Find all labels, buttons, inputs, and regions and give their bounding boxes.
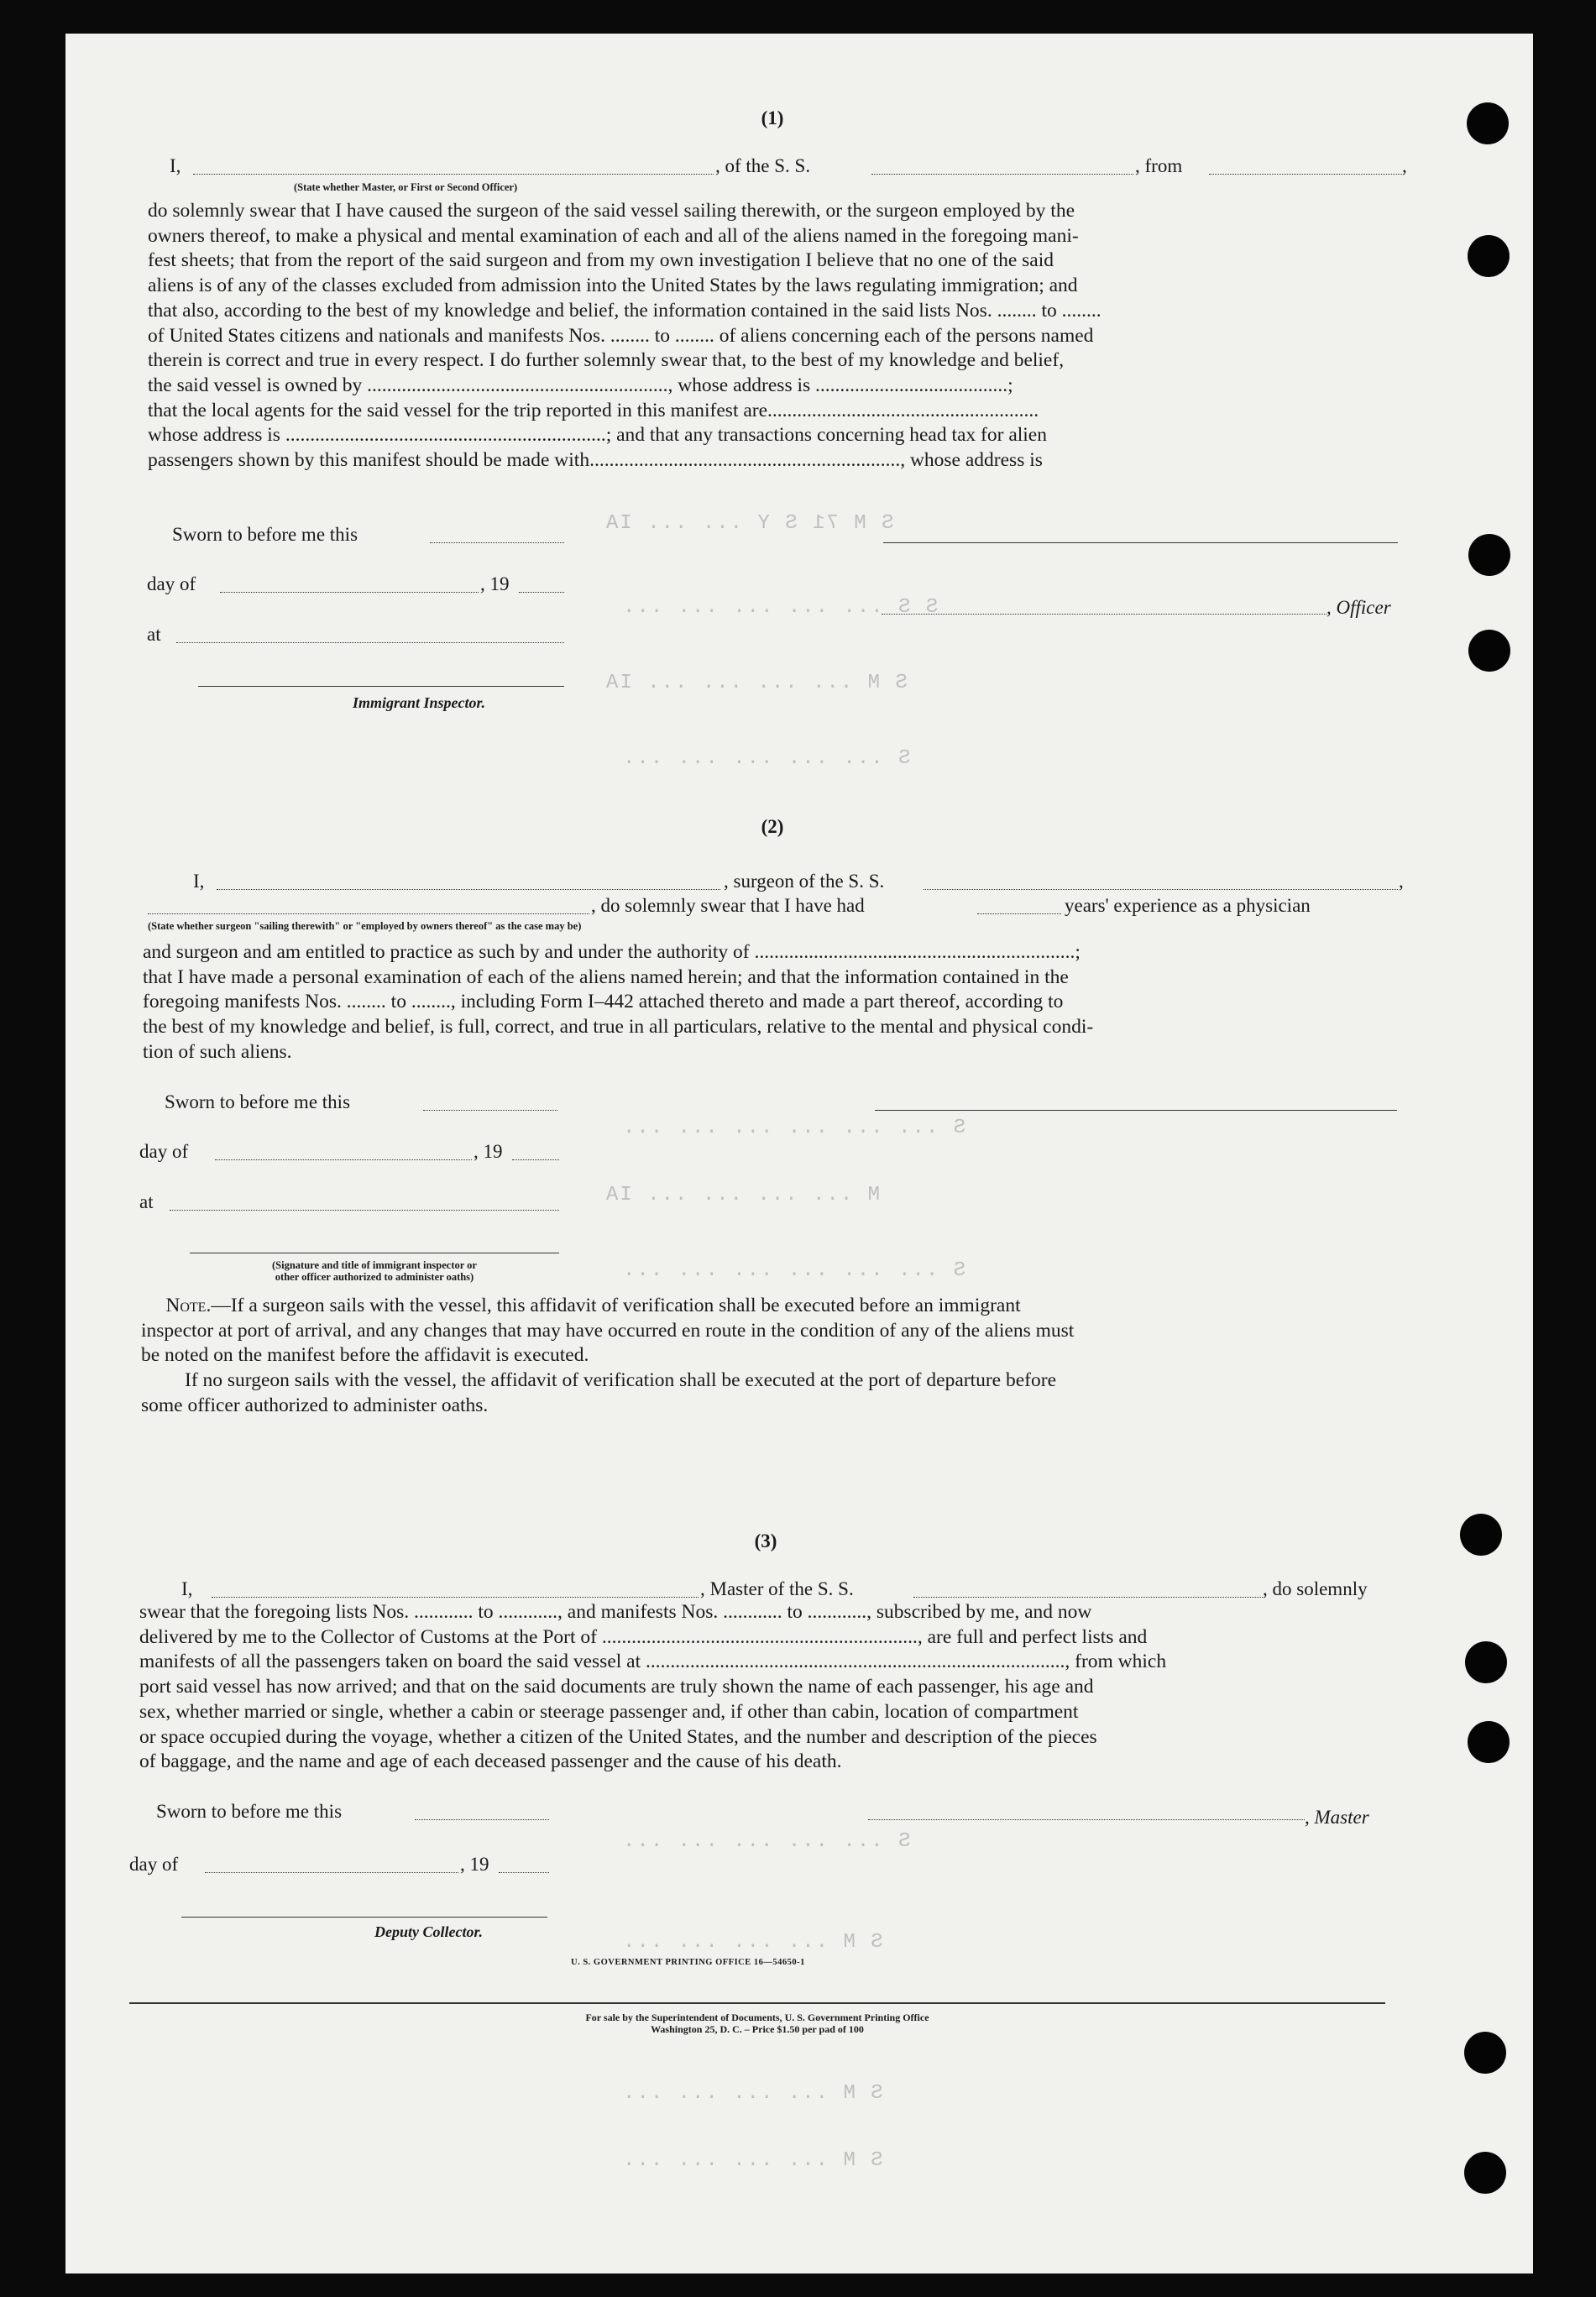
signature-caption: (Signature and title of immigrant inspector or [272, 1259, 477, 1271]
punch-hole [1467, 102, 1509, 144]
month-field[interactable] [215, 1159, 472, 1160]
section-number: (1) [761, 107, 784, 128]
surgeon-name-field[interactable] [217, 889, 720, 890]
bleed-through-text: S ... ... ... ... ... [621, 1830, 911, 1853]
section-number: (3) [754, 1530, 777, 1551]
sworn-day-field[interactable] [430, 542, 564, 543]
sworn-label: Sworn to before me this [172, 524, 358, 545]
surgeon-status-field[interactable] [148, 913, 589, 914]
punch-hole [1464, 2032, 1506, 2074]
sworn-day-field[interactable] [415, 1819, 549, 1820]
collector-caption: Deputy Collector. [374, 1923, 483, 1940]
surgeon-caption: (State whether surgeon "sailing therewith" or "employed by owners thereof" as the case may be) [148, 920, 582, 932]
bleed-through-text: S ... ... ... ... ... [621, 747, 911, 770]
inspector-signature-line[interactable] [198, 686, 564, 687]
officer-signature-line-top[interactable] [883, 542, 1398, 543]
swear-label: , do solemnly swear that I have had [591, 895, 865, 916]
officer-label: , Officer [1327, 597, 1391, 618]
master-of-label: , Master of the S. S. [700, 1578, 854, 1599]
year-field[interactable] [519, 592, 564, 593]
note-label: Note. [165, 1295, 212, 1316]
officer-rank-field[interactable] [193, 174, 714, 175]
bleed-through-text: S S ... ... ... ... ... [621, 596, 939, 619]
punch-hole [1468, 1721, 1510, 1763]
year-field[interactable] [499, 1872, 549, 1873]
location-field[interactable] [170, 1210, 559, 1211]
master-signature-field[interactable] [868, 1819, 1305, 1820]
sworn-label: Sworn to before me this [156, 1801, 343, 1822]
master-name-field[interactable] [212, 1597, 699, 1598]
sworn-label: Sworn to before me this [165, 1091, 351, 1112]
punch-hole [1460, 1514, 1502, 1556]
section3-oath-paragraph: swear that the foregoing lists Nos. ............ to ............, and manifests Nos. ............ to ............, subscribed by me, and now delivered by me to the Collector of Customs at the Port of ................................................................, are full and perfect lists and manifests of all the passengers taken on board the said vessel at ....................................................................................., from which port said vessel has now arrived; and that on the said documents are truly shown the name of each passenger, his age and sex, whether married or single, whether a cabin or steerage passenger and, if other than cabin, location of compartment or space occupied during the voyage, whether a citizen of the United States, and the number and description of the pieces of baggage, and the name and age of each deceased passenger and the cause of his death. [139, 1601, 1167, 1773]
year-label: , 19 [474, 1141, 503, 1162]
sale-notice: For sale by the Superintendent of Documents, U. S. Government Printing Office [585, 2012, 929, 2023]
bleed-through-text: S ... ... ... ... ... ... [621, 1117, 966, 1139]
of-ss-label: , of the S. S. [715, 155, 811, 176]
inspector-caption: Immigrant Inspector. [353, 694, 486, 711]
section2-oath-paragraph: and surgeon and am entitled to practice as such by and under the authority of .................................................................; that I have made a personal examination of each of the aliens named herein; and that the information contained in the foregoing manifests Nos. ........ to ........, including Form I–442 attached thereto and made a part thereof, according to the best of my knowledge and belief, is full, correct, and true in all particulars, relative to the mental and physical condi- tion of such aliens. [143, 941, 1094, 1063]
day-of-label: day of [147, 573, 196, 594]
master-label: , Master [1305, 1807, 1369, 1828]
month-field[interactable] [220, 592, 479, 593]
bleed-through-text: S M ... ... ... ... [621, 2149, 883, 2172]
bleed-through-text: S M ... ... ... ... IA [604, 672, 908, 694]
sale-notice-price: Washington 25, D. C. – Price $1.50 per pad of 100 [651, 2023, 864, 2035]
do-solemnly-label: , do solemnly [1263, 1578, 1368, 1599]
printing-office-imprint: U. S. GOVERNMENT PRINTING OFFICE 16—54650-1 [571, 1958, 805, 1967]
oath-i-label: I, [170, 155, 181, 176]
punch-hole [1465, 1641, 1507, 1683]
bleed-through-text: S ... ... ... ... ... ... [621, 1259, 966, 1282]
officer-signature-field[interactable] [882, 614, 1327, 615]
surgeon-of-label: , surgeon of the S. S. [724, 871, 885, 892]
punch-hole [1468, 235, 1510, 277]
bleed-through-text: S M ... ... ... ... [621, 1931, 883, 1954]
bleed-through-text: M ... ... ... ... IA [604, 1184, 881, 1206]
bleed-through-text: S M ... ... ... ... [621, 2082, 883, 2105]
vessel-name-field[interactable] [871, 174, 1133, 175]
footer-rule [129, 2002, 1385, 2004]
day-of-label: day of [129, 1854, 179, 1875]
comma: , [1402, 155, 1407, 176]
collector-signature-line[interactable] [181, 1917, 547, 1918]
master-vessel-field[interactable] [913, 1597, 1263, 1598]
sworn-day-field[interactable] [423, 1110, 557, 1111]
departure-port-field[interactable] [1209, 174, 1402, 175]
note-paragraph: Note.—If a surgeon sails with the vessel, this affidavit of verification shall be executed before an immigrant inspector at port of arrival, and any changes that may have occurred en route in the condition of any of the aliens must be noted on the manifest before the affidavit is executed. If no surgeon sails with the vessel, the affidavit of verification shall be executed at the port of departure before some officer authorized to administer oaths. [141, 1295, 1075, 1416]
oath-i-label: I, [181, 1578, 193, 1599]
section1-oath-paragraph: do solemnly swear that I have caused the surgeon of the said vessel sailing therewith, or the surgeon employed by the owners thereof, to make a physical and mental examination of each and all of the aliens named in the foregoing mani- fest sheets; that from the report of the said surgeon and from my own investigation I believe that no one of the said aliens is of any of the classes excluded from admission into the United States by the laws regulating immigration; and that also, according to the best of my knowledge and belief, the information contained in the said lists Nos. ........ to ........ of United States citizens and nationals and manifests Nos. ........ to ........ of aliens concerning each of the persons named therein is correct and true in every respect. I do further solemnly swear that, to the best of my knowledge and belief, the said vessel is owned by ............................................................., whose address is .......................................; that the local agents for the said vessel for the trip reported in this manifest are....................................................... whose address is .................................................................; and that any transactions concerning head tax for alien passengers shown by this manifest should be made with..............................................................., whose address is [148, 200, 1102, 472]
month-field[interactable] [205, 1872, 458, 1873]
years-label: years' experience as a physician [1065, 895, 1311, 916]
signature-caption: other officer authorized to administer oaths) [275, 1271, 474, 1283]
punch-hole [1464, 2152, 1506, 2194]
punch-hole [1468, 630, 1510, 672]
surgeon-vessel-field[interactable] [924, 889, 1398, 890]
year-field[interactable] [512, 1159, 559, 1160]
surgeon-signature-line[interactable] [875, 1110, 1397, 1111]
officer-caption: (State whether Master, or First or Second Officer) [294, 181, 518, 193]
year-label: , 19 [460, 1854, 489, 1875]
punch-hole [1468, 534, 1510, 576]
day-of-label: day of [139, 1141, 189, 1162]
comma: , [1399, 871, 1404, 892]
at-label: at [147, 624, 161, 645]
bleed-through-text: S M 71 S Y ... ... IA [604, 512, 894, 535]
oath-i-label: I, [193, 871, 205, 892]
year-label: , 19 [480, 573, 510, 594]
from-label: , from [1135, 155, 1183, 176]
years-experience-field[interactable] [977, 913, 1061, 914]
at-label: at [139, 1191, 154, 1212]
section-number: (2) [761, 816, 784, 837]
location-field[interactable] [176, 642, 564, 643]
